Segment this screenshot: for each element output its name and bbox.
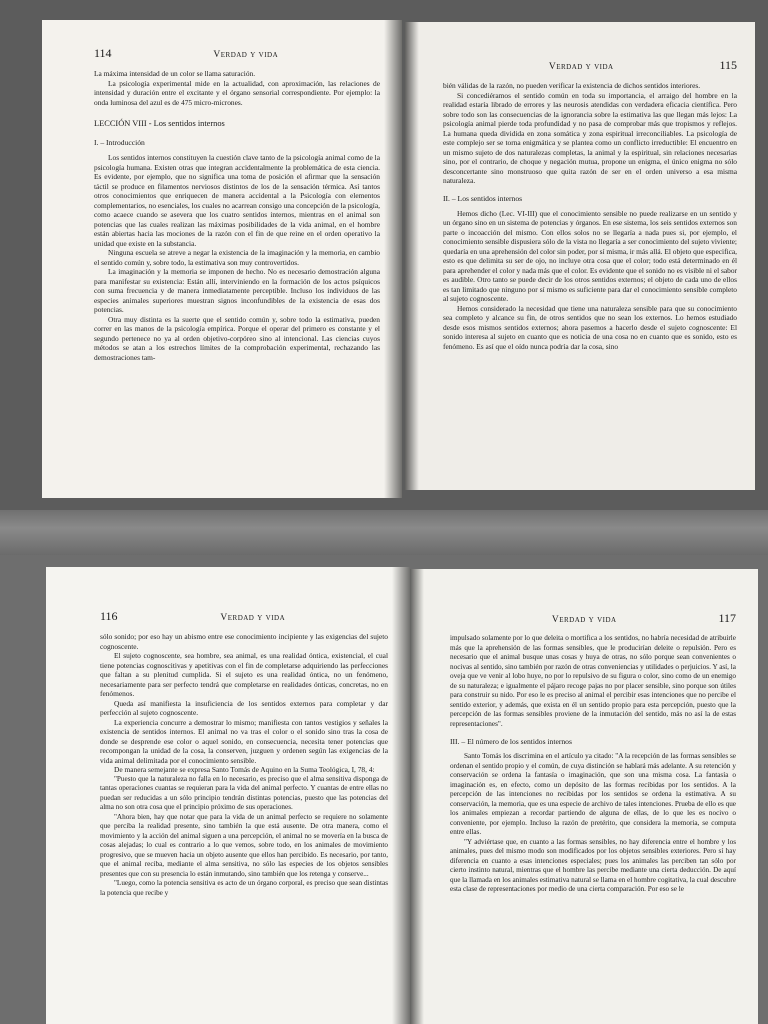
quotation: "Puesto que la naturaleza no falla en lo necesario, es preciso que el alma sensitiva disponga de tantas operaciones cuantas se requieran para la vida del animal perfecto. Y cuantas de entre ellas no puedan ser reducidas a un sólo principio tendrán distintas potencias, puesto que las potencias del alma no son otra cosa que el principio próximo de sus operaciones. bbox=[100, 774, 388, 811]
bottom-spread bbox=[0, 555, 768, 1024]
running-head: Verdad y vida bbox=[220, 613, 286, 623]
section-heading: II. – Los sentidos internos bbox=[443, 193, 523, 203]
page-115 bbox=[405, 22, 755, 490]
running-head: Verdad y vida bbox=[213, 50, 279, 60]
running-head: Verdad y vida bbox=[551, 615, 617, 625]
page-116 bbox=[46, 567, 410, 1024]
page-number: 117 bbox=[718, 611, 736, 625]
page-114 bbox=[42, 20, 402, 498]
quotation: "Luego, como la potencia sensitiva es acto de un órgano corporal, es preciso que sean distintas la potencia que recibe y bbox=[100, 879, 388, 897]
paragraph: De manera semejante se expresa Santo Tomás de Aquino en la Suma Teológica, I, 78, 4: bbox=[114, 765, 375, 774]
top-spread bbox=[0, 0, 768, 510]
paragraph: Queda así manifiesta la insuficiencia de los sentidos externos para completar y dar perfección al sujeto cognoscente. bbox=[100, 698, 388, 717]
paragraph: bién válidas de la razón, no pueden verificar la existencia de dichos sentidos interiores. bbox=[443, 81, 701, 90]
quotation: "Ahora bien, hay que notar que para la vida de un animal perfecto se requiere no solamente que perciba la realidad presente, sino también la que está ausente. De otra manera, como el movimiento y la acción del animal siguen a una percepción, el animal no se movería en la busca de cosas alejadas; lo cual es contrario a lo que vemos, sobre todo, en los animales de movimiento progresivo, que se mueven hacia un objeto ausente que ellos han percibido. Es necesario, por tanto, que el animal reciba, mediante el alma sensitiva, no sólo las especies de los objetos sensibles presentes que con su presencia lo están inmutando, sino también que los retenga y conserve... bbox=[100, 812, 388, 878]
section-heading: III. – El número de los sentidos internos bbox=[450, 737, 572, 746]
page-117 bbox=[410, 569, 758, 1024]
paragraph: La psicología experimental mide en la actualidad, con aproximación, las relaciones de intensidad y duración entre el excitante y el órgano sensorial correspondiente. Por ejemplo: la onda luminosa del azul es de 475 micro-micrones. bbox=[94, 78, 380, 107]
quotation: Santo Tomás los discrimina en el artículo ya citado: "A la recepción de las formas sensibles se ordenan el sentido propio y el común, de cuya distinción se hablará más adelante. A su retención y conservación se ordena la fantasía o imaginación, que son una misma cosa. La fantasía o imaginación es, en efecto, como un depósito de las formas recibidas por los sentidos. A la percepción de las intenciones no recibidas por los sentidos se ordena la estimativa. A su conservación, la memoria, que es una especie de archivo de tales intenciones. Prueba de ello es que los animales empiezan a recordar partiendo de alguna de ellas, de lo que les es nocivo o conveniente, por ejemplo. Incluso la razón de pretérito, que considera la memoria, se computa entre ellas. bbox=[450, 752, 736, 836]
page-header bbox=[443, 58, 737, 73]
paragraph: La imaginación y la memoria se imponen de hecho. No es necesario demostración alguna para manifestar su existencia: Están allí, interviniendo en la formación de los actos psíquicos con suma frecuencia y de manera inmediatamente perceptible. Incluso los individuos de las especies animales superiores muestran signos inconfundibles de la existencia de esas dos potencias. bbox=[94, 267, 380, 314]
paragraph: Otra muy distinta es la suerte que el sentido común y, sobre todo la estimativa, pueden correr en las manos de la psicología empírica. Porque el operar del primero es constante y el segundo pertenece no ya al orden objetivo-corpóreo sino al intencional. Las ciencias cuyos métodos se atan a los estrechos límites de la comprobación experimental, rechazando las demostraciones tam- bbox=[94, 314, 380, 362]
page-header bbox=[94, 46, 380, 61]
gutter-shadow bbox=[405, 22, 419, 490]
running-head: Verdad y vida bbox=[548, 62, 614, 72]
paragraph: Los sentidos internos constituyen la cuestión clave tanto de la psicología animal como de la psicología humana. Existen otras que integran accidentalmente la problemática de esta ciencia. Es evidente, por ejemplo, que no significa una toma de posición el afirmar que la sensación táctil se produce en filamentos nerviosos distintos de los de la sensación térmica. Así tantos otros conocimientos que enriquecen de manera accidental a la Psicología con elementos complementarios, no esenciales, los cuales no acarrean consigo una concepción de la psicología, como acaece cuando se asevera que los cuatro sentidos internos, mientras en el animal son potencias que las cuales realizan las máximas posibilidades de la vida animal, en el hombre están abiertas hacia las mociones de la razón con el fin de que reine en el orden operativo la unidad que existe en la substancia. bbox=[94, 153, 380, 248]
paragraph: El sujeto cognoscente, sea hombre, sea animal, es una realidad óntica, existencial, el cual tiene potencias cognoscitivas y apetitivas con el fin de completarse adquiriendo las perfecciones que faltan a su plenitud cumplida. Si el sujeto es una realidad óntica, no un fenómeno, necesariamente para ser perfecto tendrá que completarse en realidades ónticas, concretas, no en fenómenos. bbox=[100, 651, 388, 698]
paragraph: sólo sonido; por eso hay un abismo entre ese conocimiento incipiente y las exigencias del sujeto cognoscente. bbox=[100, 632, 388, 651]
page-number: 116 bbox=[100, 609, 118, 623]
paragraph: La experiencia concurre a demostrar lo mismo; manifiesta con tantos vestigios y señales la existencia de sentidos internos. El animal no va tras el color o el sonido sino tras la cosa de donde se desprende ese color o aquel sonido, en consecuencia, necesita tener potencias que recompongan la unidad de la cosa, la conserven, juzguen y ordenen según las exigencias de la vida animal delimitada por el conocimiento sensible. bbox=[100, 717, 388, 765]
gutter-shadow bbox=[410, 569, 424, 1024]
page-number: 114 bbox=[94, 46, 112, 60]
paragraph: Ninguna escuela se atreve a negar la existencia de la imaginación y la memoria, en cambio el sentido común y, sobre todo, la estimativa son muy controvertidos. bbox=[94, 248, 380, 267]
quotation: "Y adviértase que, en cuanto a las formas sensibles, no hay diferencia entre el hombre y los animales, pues del mismo modo son modificados por los objetos sensibles exteriores. Pero sí hay diferencia en cuanto a esas intenciones especiales; pues los animales las perciben tan sólo por cierto instinto natural, mientras que el hombre las percibe mediante una cierta deducción. De aquí que la llamada en los animales estimativa natural se llama en el hombre cogitativa, la cual descubre esta clase de representaciones por medio de una cierta comparación. Por eso se le bbox=[450, 837, 736, 893]
paragraph: Si concediéramos el sentido común en toda su importancia, el arraigo del hombre en la realidad estaría librado de errores y las neurosis atendidas con verdadera eficacia científica. Pero sobre todo son las consecuencias de la ignorancia sobre la estimativa las que llegan más lejos: La psicología animal pierde toda profundidad y no pasa de comprobar más que tropismos y reflejos. La humana queda dividida en zona somática y zona espiritual irreconciliables. La psicología de este complejo ser se torna enigmática y se plantea como un conflicto irreductible: El encuentro en un mismo sujeto de dos naturalezas completas, la animal y la espiritual, sin relaciones necesarias sino, por el contrario, de choque y negación mutua, propone un enigma, el único enigma no sólo desconcertante sino monstruoso que quita razón de ser en el orden universo a esa misma naturaleza. bbox=[443, 90, 737, 185]
gutter-shadow bbox=[384, 20, 402, 498]
lesson-title: LECCIÓN VIII - Los sentidos internos bbox=[94, 119, 225, 128]
page-header bbox=[450, 611, 736, 626]
gutter-shadow bbox=[392, 567, 410, 1024]
section-heading: I. – Introducción bbox=[94, 138, 145, 147]
paragraph: La máxima intensidad de un color se llama saturación. bbox=[94, 69, 256, 78]
paragraph: Hemos dicho (Lec. VI-III) que el conocimiento sensible no puede realizarse en un sentido y un órgano sino en un sistema de potencias y órganos. En ese sistema, los seis sentidos externos son parte o incoacción del mismo. Con ellos solos no se llegaría a nada pues si, por ejemplo, el conocimiento sensible dispusiera sólo de la vista no llegaría a ser conocimiento del sujeto viviente; quedaría en una aprehensión del color sin poder, por sí misma, ir más allá. El objeto que especifica, esto es que delimita su ser de ojo, no incluye otra cosa que el color; todo está determinado en él para aprehender el color y nada más que el color. Es evidente que el sonido no es visible ni el sabor es audible. Otro tanto se puede decir de los otros sentidos externos; el objeto de cada uno de ellos es tan limitado que ninguno por sí mismo es suficiente para dar el conocimiento sensible completo al sujeto cognoscente. bbox=[443, 208, 737, 303]
page-header bbox=[100, 609, 388, 624]
quotation: impulsado solamente por lo que deleita o mortifica a los sentidos, no habría necesidad de atribuirle más que la aprehensión de las formas sensibles, que le producirían deleite o repulsión. Pero es necesario que el animal busque unas cosas y huya de otras, no sólo porque sean convenientes o nocivas al sentido, sino también por razón de otras conveniencias y utilidades o perjuicios. Y así, la oveja que ve venir al lobo huye, no por lo repulsivo de su figura o color, sino como de un enemigo de su naturaleza; e igualmente el pájaro recoge pajas no por placer sensible, sino porque son útiles para construir su nido. Por eso le es preciso al animal el percibir esas intenciones que no percibe el sentido exterior, y además, que exista en él un sentido propio para esta percepción, puesto que la percepción de las formas sensibles proviene de la inmutación del sentido, más no así la de estas representaciones". bbox=[450, 634, 736, 728]
scan-gap bbox=[0, 510, 768, 555]
paragraph: Hemos considerado la necesidad que tiene una naturaleza sensible para que su conocimiento sea completo y alcance su fin, de otros sentidos que no sean los externos. Lo hemos estudiado desde esos mismos sentidos externos; ahora pasemos a hacerlo desde el sujeto cognoscente: El sonido interesa al sujeto en cuanto que es noticia de una cosa no en cuanto que es sonido, esto es fenómeno. Es así que el oído nunca podría dar la cosa, sino bbox=[443, 303, 737, 351]
page-number: 115 bbox=[719, 58, 737, 72]
